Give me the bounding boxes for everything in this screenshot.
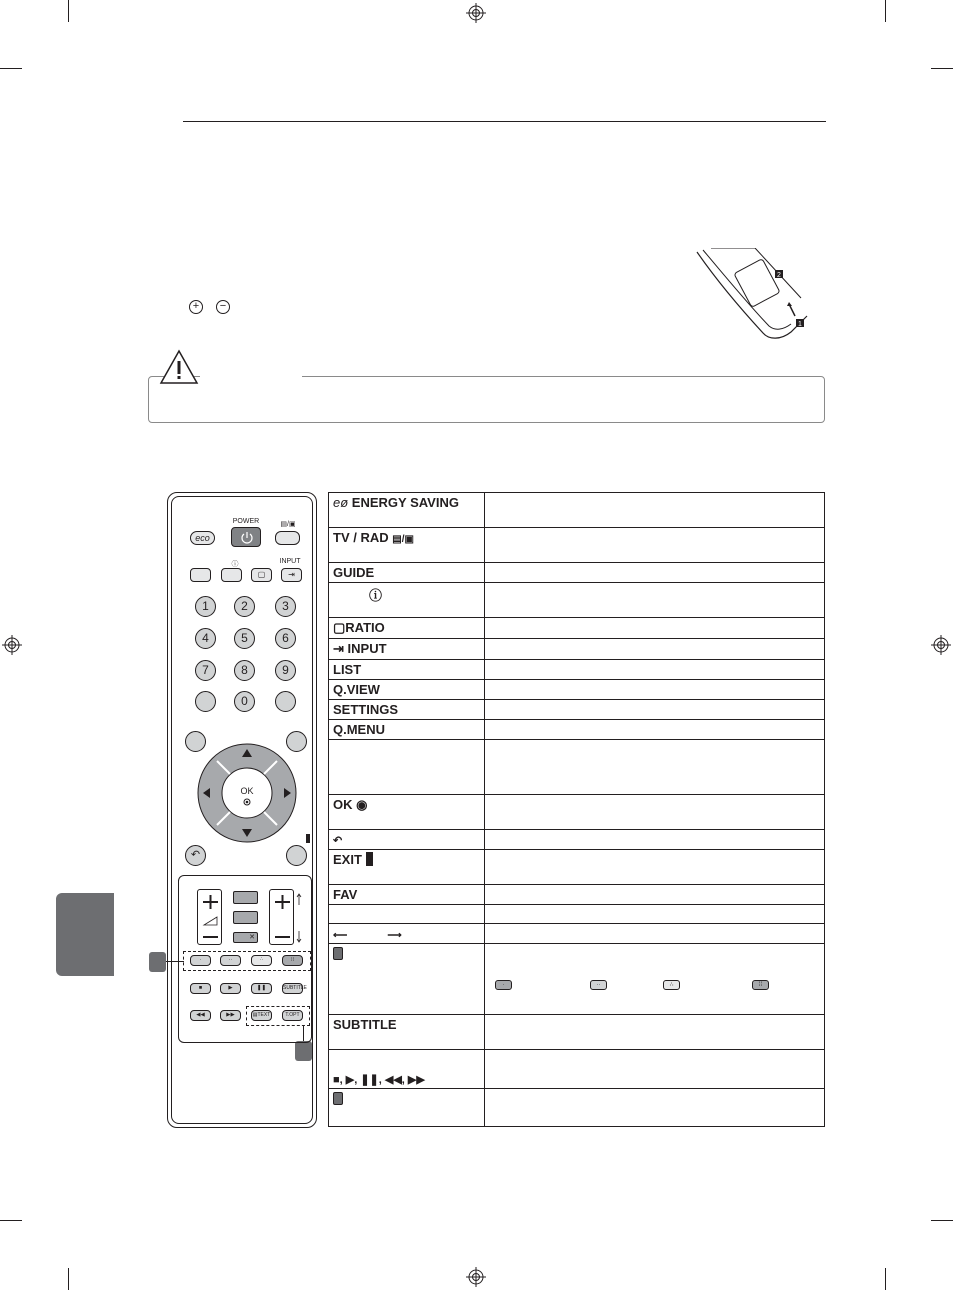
crop-mark [885,0,886,22]
table-key-cell [329,583,485,618]
number-button-5[interactable]: 5 [234,628,255,649]
crop-mark [885,1268,886,1290]
table-row [329,583,825,618]
volume-icon [198,890,223,946]
ok-label: OK [240,786,254,796]
crop-mark [68,1268,69,1290]
table-row [329,905,825,924]
number-button-7[interactable]: 7 [195,660,216,681]
table-row [329,1089,825,1127]
mute-button[interactable]: ✕ [233,932,258,943]
number-button-3[interactable]: 3 [275,596,296,617]
input-label: INPUT [279,558,301,565]
table-key-cell [329,795,485,830]
blue-key[interactable]: ⁞⁞ [282,955,303,966]
registration-mark-icon [466,1267,486,1287]
table-desc-cell [485,944,825,1015]
blue-key-icon: ⁞⁞ [752,980,769,990]
info-button[interactable] [221,568,242,582]
crop-mark [931,1220,953,1221]
exit-icon [366,852,373,866]
table-row [329,493,825,528]
table-key-cell: FAV [329,885,485,905]
table-desc-cell [485,583,825,618]
pause-button[interactable]: ❚❚ [251,983,272,994]
table-desc-cell [485,660,825,680]
table-key-cell [329,528,485,563]
ok-icon: ◉ [356,797,368,812]
table-desc-cell [485,563,825,583]
channel-icon [270,890,295,946]
teletext-key-marker [333,1092,343,1105]
table-row [329,850,825,885]
table-desc-cell [485,885,825,905]
page-right-icon: ⟶ [387,930,402,941]
exit-button[interactable] [286,845,307,866]
table-key-cell: LIST [329,660,485,680]
table-desc-cell [485,720,825,740]
table-desc-cell [485,850,825,885]
power-icon [232,528,262,548]
back-icon: ↶ [333,835,343,847]
table-desc-cell [485,700,825,720]
table-desc-cell [485,905,825,924]
number-button-1[interactable]: 1 [195,596,216,617]
table-key-cell [329,1050,485,1089]
red-key-icon: · [495,980,512,990]
table-desc-cell [485,1089,825,1127]
back-button[interactable]: ↶ [185,845,206,866]
table-row [329,740,825,795]
crop-mark [0,1220,22,1221]
key-label: TV / RAD [333,530,389,545]
green-key[interactable]: ·· [220,955,241,966]
channel-rocker[interactable] [269,889,294,945]
exit-icon [306,834,310,843]
power-button[interactable] [231,527,261,547]
fast-forward-button[interactable]: ▶▶ [220,1010,241,1021]
table-key-cell [329,905,485,924]
ratio-button[interactable]: ▢ [251,568,272,582]
number-button-0[interactable]: 0 [234,691,255,712]
svg-text:1: 1 [798,321,802,328]
plus-polarity-icon: + [189,300,203,314]
table-key-cell [329,1089,485,1127]
chapter-tab [56,893,114,976]
crop-mark [931,68,953,69]
table-desc-cell [485,924,825,944]
callout-marker [149,952,166,972]
power-label: POWER [232,518,260,525]
red-key[interactable]: · [190,955,211,966]
table-key-cell [329,639,485,660]
table-row [329,700,825,720]
t-opt-button[interactable]: T.OPT [282,1010,303,1021]
colour-key-marker [333,947,343,960]
info-label: ⓘ [231,561,239,568]
table-desc-cell [485,830,825,850]
q-view-button[interactable] [275,691,296,712]
input-button[interactable]: ⇥ [281,568,302,582]
table-key-cell: SUBTITLE [329,1015,485,1050]
key-label: OK [333,797,353,812]
tv-rad-label: ▤/▣ [280,521,296,528]
table-row [329,639,825,660]
table-row [329,680,825,700]
playback-icons: ■, ▶, ❚❚, ◀◀, ▶▶ [333,1074,425,1086]
table-row [329,1050,825,1089]
table-row [329,618,825,639]
button-description-table [328,492,825,1127]
table-desc-cell [485,639,825,660]
table-row [329,1015,825,1050]
green-key-icon: ·· [590,980,607,990]
yellow-key[interactable]: ∴ [251,955,272,966]
tv-rad-icon: ▤/▣ [392,534,414,545]
ratio-icon: ▢ [333,620,346,635]
key-label: ENERGY SAVING [351,495,459,510]
crop-mark [68,0,69,22]
page-arrows-icon [296,893,302,945]
table-desc-cell [485,1015,825,1050]
guide-button[interactable] [190,568,211,582]
caution-gap [200,372,302,380]
volume-rocker[interactable] [197,889,222,945]
table-row [329,563,825,583]
table-key-cell [329,830,485,850]
text-button[interactable]: ▤TEXT [251,1010,272,1021]
registration-mark-icon [466,3,486,23]
caution-icon [159,349,199,385]
number-button-2[interactable]: 2 [234,596,255,617]
input-icon: ⇥ [333,641,344,656]
registration-mark-icon [931,635,951,655]
number-button-8[interactable]: 8 [234,660,255,681]
table-row [329,795,825,830]
table-key-cell [329,850,485,885]
table-key-cell: Q.VIEW [329,680,485,700]
caution-box [148,376,825,423]
table-row [329,720,825,740]
table-key-cell [329,618,485,639]
registration-mark-icon [2,635,22,655]
crop-mark [0,68,22,69]
energy-saving-icon: eø [333,495,349,510]
table-row [329,830,825,850]
yellow-key-icon: ∴ [663,980,680,990]
subtitle-button[interactable]: SUBTITLE [282,983,303,994]
table-desc-cell [485,493,825,528]
table-key-cell [329,740,485,795]
table-desc-cell [485,740,825,795]
play-button[interactable]: ▶ [220,983,241,994]
table-desc-cell [485,1050,825,1089]
minus-polarity-icon: − [216,300,230,314]
svg-text:2: 2 [777,272,781,279]
table-key-cell [329,924,485,944]
remote-battery-cover-illustration [695,248,810,342]
table-row [329,660,825,680]
table-key-cell [329,493,485,528]
number-button-9[interactable]: 9 [275,660,296,681]
energy-saving-button[interactable]: eco [190,531,215,545]
table-desc-cell [485,528,825,563]
stop-button[interactable]: ■ [190,983,211,994]
3d-button[interactable] [233,911,258,924]
header-rule [183,121,826,122]
table-key-cell [329,944,485,1015]
table-row [329,885,825,905]
key-label: EXIT [333,852,362,867]
number-button-4[interactable]: 4 [195,628,216,649]
table-key-cell: Q.MENU [329,720,485,740]
table-row [329,924,825,944]
table-desc-cell [485,618,825,639]
key-label: INPUT [347,641,387,656]
rewind-button[interactable]: ◀◀ [190,1010,211,1021]
tv-rad-button[interactable] [275,531,300,545]
page-left-icon: ⟵ [333,930,348,941]
info-icon: ⓘ [369,588,383,603]
list-button[interactable] [195,691,216,712]
number-button-6[interactable]: 6 [275,628,296,649]
table-desc-cell [485,795,825,830]
table-row [329,528,825,563]
table-row [329,944,825,1015]
key-label: RATIO [345,620,385,635]
table-key-cell: GUIDE [329,563,485,583]
table-desc-cell [485,680,825,700]
table-key-cell: SETTINGS [329,700,485,720]
fav-button[interactable] [233,891,258,904]
